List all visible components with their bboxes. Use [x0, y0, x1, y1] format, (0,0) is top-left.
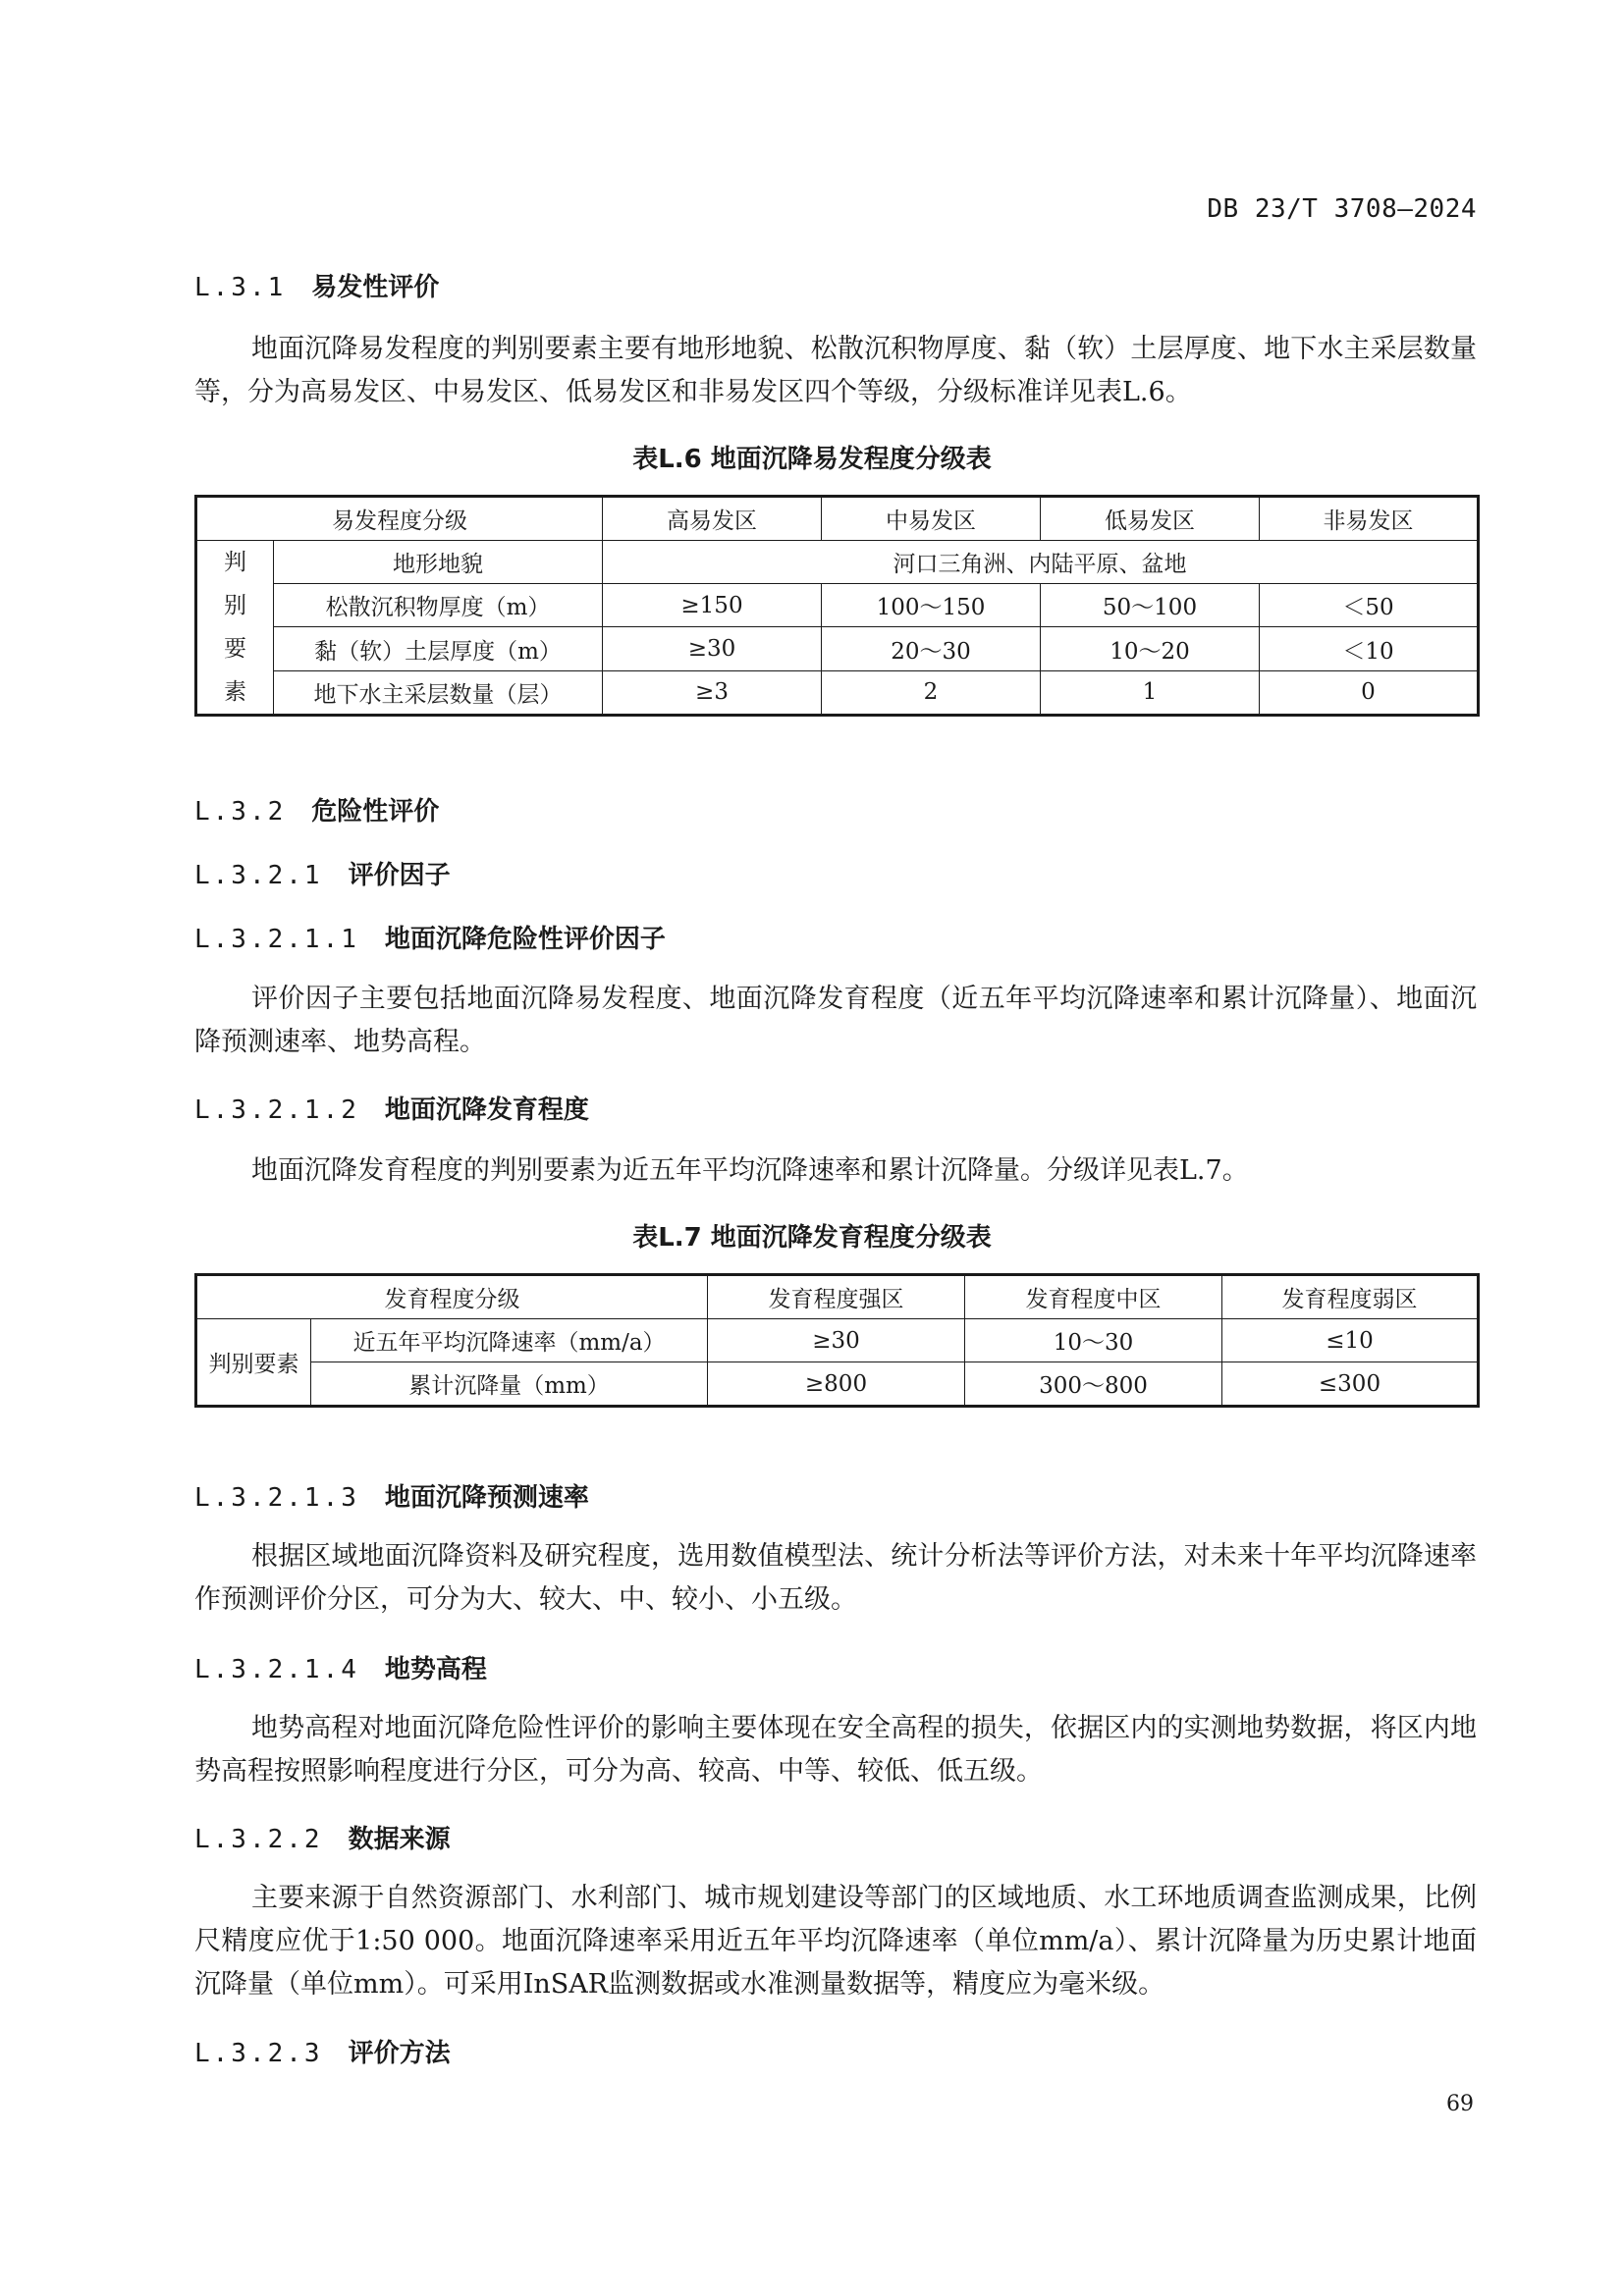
section-heading: L.3.2.1.4 地势高程	[194, 1655, 487, 1684]
table-header-cell: 易发程度分级	[196, 497, 603, 541]
document-number: DB 23/T 3708—2024	[1207, 194, 1477, 224]
table-header-cell: 低易发区	[1041, 497, 1260, 541]
table-header-cell: 中易发区	[822, 497, 1041, 541]
paragraph: 地面沉降发育程度的判别要素为近五年平均沉降速率和累计沉降量。分级详见表L.7。	[251, 1155, 1249, 1186]
table-cell: 20～30	[822, 627, 1041, 670]
section-heading: L.3.2.3 评价方法	[194, 2039, 451, 2068]
table-header-cell: 发育程度分级	[196, 1275, 708, 1319]
section-heading: L.3.2 危险性评价	[194, 797, 440, 827]
table-cell: ≥150	[603, 584, 822, 627]
table-header-cell: 非易发区	[1260, 497, 1479, 541]
section-heading: L.3.2.1.2 地面沉降发育程度	[194, 1095, 589, 1125]
paragraph: 评价因子主要包括地面沉降易发程度、地面沉降发育程度（近五年平均沉降速率和累计沉降量）、地面沉降预测速率、地势高程。	[194, 984, 1477, 1057]
section-heading: L.3.2.1.3 地面沉降预测速率	[194, 1483, 589, 1513]
table-row	[196, 1319, 1479, 1362]
section-heading: L.3.2.1.1 地面沉降危险性评价因子	[194, 925, 666, 954]
table-cell: 300～800	[965, 1362, 1222, 1407]
table-cell: ≥800	[708, 1362, 965, 1407]
table-cell: ≥30	[708, 1319, 965, 1362]
table-cell: ≤10	[1222, 1319, 1479, 1362]
table-row	[196, 541, 1479, 584]
table-cell: 2	[822, 670, 1041, 715]
row-label-cell: 黏（软）土层厚度（m）	[274, 627, 603, 670]
table-header-cell: 发育程度中区	[965, 1275, 1222, 1319]
table-cell: ≥3	[603, 670, 822, 715]
table-caption: 表L.7 地面沉降发育程度分级表	[632, 1223, 992, 1253]
group-label-cell: 判别要素	[196, 541, 274, 716]
table-row	[196, 627, 1479, 670]
table-cell: ≥30	[603, 627, 822, 670]
row-label-cell: 地下水主采层数量（层）	[274, 670, 603, 715]
table-caption: 表L.6 地面沉降易发程度分级表	[632, 445, 992, 474]
table-cell: 10～20	[1041, 627, 1260, 670]
table-susceptibility	[194, 495, 1480, 717]
table-header-row	[196, 1275, 1479, 1319]
table-cell: 1	[1041, 670, 1260, 715]
paragraph: 主要来源于自然资源部门、水利部门、城市规划建设等部门的区域地质、水工环地质调查监测成果，比例尺精度应优于1:50 000。地面沉降速率采用近五年平均沉降速率（单位mm/a）、累计沉降量为历史累计地面沉降量（单位mm）。可采用InSAR监测数据或水准测量数据等，精度应为毫米级。	[194, 1883, 1477, 2000]
paragraph: 地面沉降易发程度的判别要素主要有地形地貌、松散沉积物厚度、黏（软）土层厚度、地下水主采层数量等，分为高易发区、中易发区、低易发区和非易发区四个等级，分级标准详见表L.6。	[194, 334, 1477, 407]
row-label-cell: 近五年平均沉降速率（mm/a）	[311, 1319, 708, 1362]
table-cell: 河口三角洲、内陆平原、盆地	[603, 541, 1479, 584]
table-cell: 50～100	[1041, 584, 1260, 627]
table-header-cell: 发育程度弱区	[1222, 1275, 1479, 1319]
table-development	[194, 1273, 1480, 1408]
row-label-cell: 地形地貌	[274, 541, 603, 584]
table-cell: 10～30	[965, 1319, 1222, 1362]
section-heading: L.3.2.1 评价因子	[194, 861, 451, 890]
table-row	[196, 670, 1479, 715]
group-label-cell: 判别要素	[196, 1319, 311, 1407]
table-cell: 100～150	[822, 584, 1041, 627]
section-heading: L.3.2.2 数据来源	[194, 1825, 451, 1854]
section-heading: L.3.1 易发性评价	[194, 273, 440, 302]
table-row	[196, 584, 1479, 627]
table-cell: ≤300	[1222, 1362, 1479, 1407]
table-row	[196, 1362, 1479, 1407]
row-label-cell: 累计沉降量（mm）	[311, 1362, 708, 1407]
table-header-cell: 发育程度强区	[708, 1275, 965, 1319]
paragraph: 地势高程对地面沉降危险性评价的影响主要体现在安全高程的损失，依据区内的实测地势数据，将区内地势高程按照影响程度进行分区，可分为高、较高、中等、较低、低五级。	[194, 1713, 1477, 1787]
paragraph: 根据区域地面沉降资料及研究程度，选用数值模型法、统计分析法等评价方法，对未来十年平均沉降速率作预测评价分区，可分为大、较大、中、较小、小五级。	[194, 1541, 1477, 1615]
table-header-cell: 高易发区	[603, 497, 822, 541]
table-header-row	[196, 497, 1479, 541]
page-number: 69	[1446, 2092, 1474, 2116]
row-label-cell: 松散沉积物厚度（m）	[274, 584, 603, 627]
table-cell: 0	[1260, 670, 1479, 715]
table-cell: ＜50	[1260, 584, 1479, 627]
table-cell: ＜10	[1260, 627, 1479, 670]
